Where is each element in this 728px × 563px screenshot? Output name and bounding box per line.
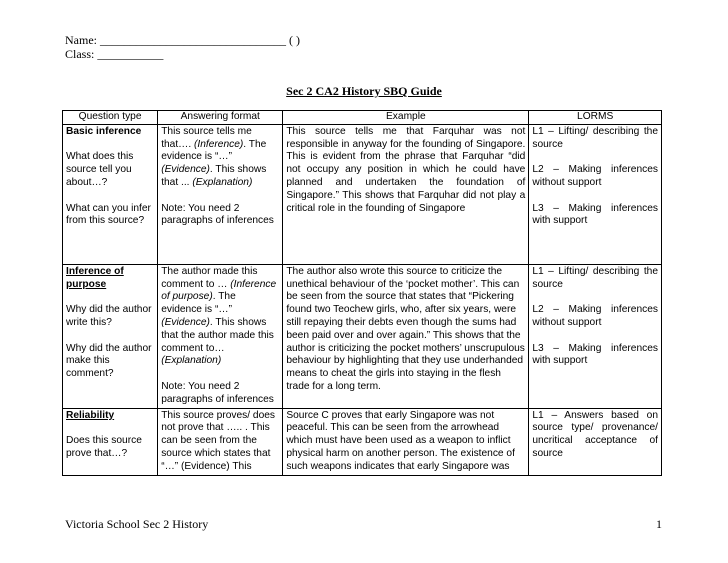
example-cell: Source C proves that early Singapore was not peaceful. This can be seen from the arrowhead which must have been used as a weapon to inflict physical harm on another person. The existence of such weapons indicates that early Singapore was: [283, 408, 529, 475]
answering-format-cell: This source proves/ does not prove that ….. . This can be seen from the source which states that “…” (Evidence) This: [158, 408, 283, 475]
question-prompt: What does this source tell you about…?: [66, 151, 134, 188]
format-text: This source tells me that…. (Inference). The evidence is “…” (Evidence). This shows that ... (Explanation): [161, 125, 267, 188]
lorms-level: L2 – Making inferences without support: [532, 164, 658, 188]
lorms-level: L1 – Answers based on source type/ provenance/ uncritical acceptance of source: [532, 409, 658, 459]
lorms-level: L1 – Lifting/ describing the source: [532, 265, 658, 290]
example-cell: This source tells me that Farquhar was not responsible in anyway for the founding of Singapore. This is evident from the phrase that Farquhar “did not occupy any position in which he could have planned and undertaken the foundation of Singapore.” This shows that Farquhar did not play a critical role in the founding of Singapore: [283, 124, 529, 264]
question-type-cell: [63, 264, 158, 408]
format-text: The author made this comment to … (Inference of purpose). The evidence is “…” (Evidence). This shows that the author made this comment to… (Explanation): [161, 265, 277, 367]
format-note: Note: You need 2 paragraphs of inferences: [161, 202, 274, 227]
footer-text: Victoria School Sec 2 History: [65, 517, 209, 531]
question-type-title: Inference of purpose: [66, 265, 124, 290]
table-row: [63, 124, 662, 264]
header-answering-format: Answering format: [158, 111, 283, 125]
question-type-title: Basic inference: [66, 125, 142, 137]
lorms-cell: [529, 124, 662, 264]
format-note: Note: You need 2 paragraphs of inferences: [161, 380, 274, 405]
sbq-guide-table: [62, 110, 662, 476]
question-prompt: Why did the author make this comment?: [66, 342, 152, 380]
lorms-level: L1 – Lifting/ describing the source: [532, 125, 658, 150]
class-line: Class: ___________: [65, 47, 164, 61]
lorms-level: L3 – Making inferences with support: [532, 342, 658, 367]
answering-format-cell: [158, 264, 283, 408]
table-row: [63, 264, 662, 408]
name-line: Name: _______________________________ ( ): [65, 33, 300, 47]
lorms-cell: [529, 408, 662, 475]
question-type-cell: [63, 408, 158, 475]
question-prompt: What can you infer from this source?: [66, 202, 151, 227]
question-type-cell: [63, 124, 158, 264]
answering-format-cell: [158, 124, 283, 264]
page-number: 1: [656, 517, 662, 531]
header-example: Example: [283, 111, 529, 125]
lorms-level: L3 – Making inferences with support: [532, 202, 658, 227]
header-question-type: Question type: [63, 111, 158, 125]
lorms-level: L2 – Making inferences without support: [532, 304, 658, 328]
example-cell: The author also wrote this source to criticize the unethical behaviour of the ‘pocket mother’. This can be seen from the source that states that “Pickering found two Teochew girls, who, after six years, were still repaying their debts even though the sums had been paid over and over again.” This shows that the author is criticizing the pocket mothers’ unscrupulous behaviour by highlighting that they use underhanded means to cheat the girls into staying in the flesh trade for a long term.: [283, 264, 529, 408]
question-type-title: Reliability: [66, 409, 115, 421]
table-header-row: [63, 111, 662, 125]
table-row: [63, 408, 662, 475]
lorms-cell: [529, 264, 662, 408]
header-lorms: LORMS: [529, 111, 662, 125]
question-prompt: Does this source prove that…?: [66, 435, 142, 459]
question-prompt: Why did the author write this?: [66, 304, 152, 328]
page-title: Sec 2 CA2 History SBQ Guide: [286, 84, 442, 98]
